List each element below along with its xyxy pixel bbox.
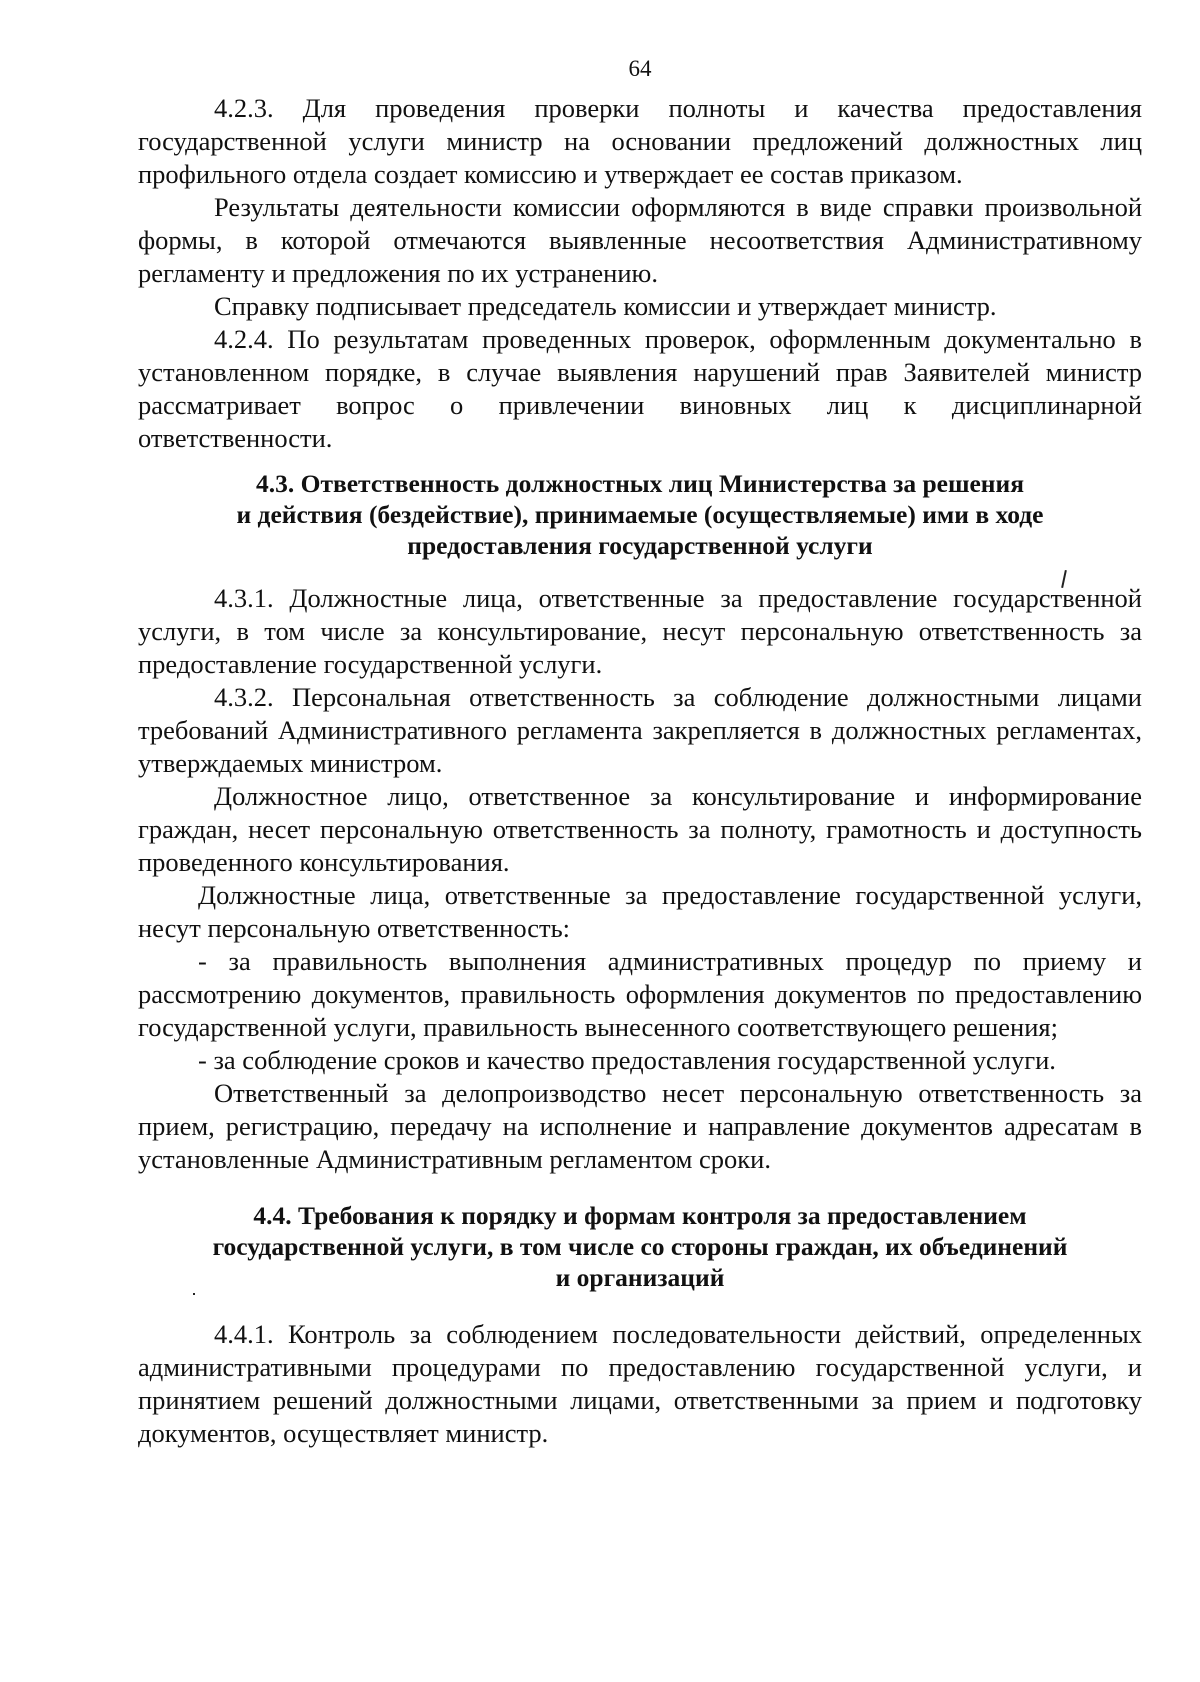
paragraph-4-4-1: 4.4.1. Контроль за соблюдением последовательности действий, определенных административными процедурами по предоставлению государственной услуги, и принятием решений должностными лицами, ответственными за прием и подготовку документов, осуществляет министр. (138, 1319, 1142, 1448)
paragraph-4-3-1: 4.3.1. Должностные лица, ответственные за предоставление государственной услуги, в том числе за консультирование, несут персональную ответственность за предоставление государственной услуги. (138, 583, 1142, 679)
section-heading-4-4 (138, 1200, 1142, 1293)
section-4-3-body (138, 582, 1142, 1176)
list-item: - за правильность выполнения административных процедур по приему и рассмотрению документов, правильность оформления документов по предоставлению государственной услуги, правильность вынесенного соответствующего решения; (138, 946, 1142, 1042)
section-4-2-continuation (138, 92, 1142, 455)
list-item: - за соблюдение сроков и качество предоставления государственной услуги. (198, 1045, 1056, 1075)
section-4-4-body (138, 1318, 1142, 1450)
page-number: 64 (628, 56, 652, 81)
heading-line: государственной услуги, в том числе со стороны граждан, их объединений (212, 1232, 1068, 1261)
paragraph-commission-results: Результаты деятельности комиссии оформляются в виде справки произвольной формы, в которой отмечаются выявленные несоответствия Административному регламенту и предложения по их устранению. (138, 192, 1142, 288)
paragraph-4-2-3: 4.2.3. Для проведения проверки полноты и качества предоставления государственной услуги министр на основании предложений должностных лиц профильного отдела создает комиссию и утверждает ее состав приказом. (138, 93, 1142, 189)
heading-line: и действия (бездействие), принимаемые (осуществляемые) ими в ходе (236, 500, 1044, 529)
paragraph-certificate-signing: Справку подписывает председатель комиссии и утверждает министр. (214, 291, 997, 321)
paragraph-4-2-4: 4.2.4. По результатам проведенных проверок, оформленным документально в установленном порядке, в случае выявления нарушений прав Заявителей министр рассматривает вопрос о привлечении виновных лиц к дисциплинарной ответственности. (138, 324, 1142, 453)
paragraph-officials-responsibility: Должностные лица, ответственные за предоставление государственной услуги, несут персональную ответственность: (138, 880, 1142, 943)
heading-line: 4.4. Требования к порядку и формам контроля за предоставлением (253, 1201, 1027, 1230)
heading-line: и организаций (555, 1263, 725, 1292)
scan-mark (193, 1293, 195, 1295)
heading-line: предоставления государственной услуги (407, 531, 873, 560)
section-heading-4-3 (138, 468, 1142, 561)
heading-line: 4.3. Ответственность должностных лиц Министерства за решения (255, 469, 1024, 498)
paragraph-4-3-2: 4.3.2. Персональная ответственность за соблюдение должностными лицами требований Административного регламента закрепляется в должностных регламентах, утверждаемых министром. (138, 682, 1142, 778)
paragraph-consulting-responsibility: Должностное лицо, ответственное за консультирование и информирование граждан, несет персональную ответственность за полноту, грамотность и доступность проведенного консультирования. (138, 781, 1142, 877)
paragraph-records-management: Ответственный за делопроизводство несет персональную ответственность за прием, регистрацию, передачу на исполнение и направление документов адресатам в установленные Административным регламентом сроки. (138, 1078, 1142, 1174)
